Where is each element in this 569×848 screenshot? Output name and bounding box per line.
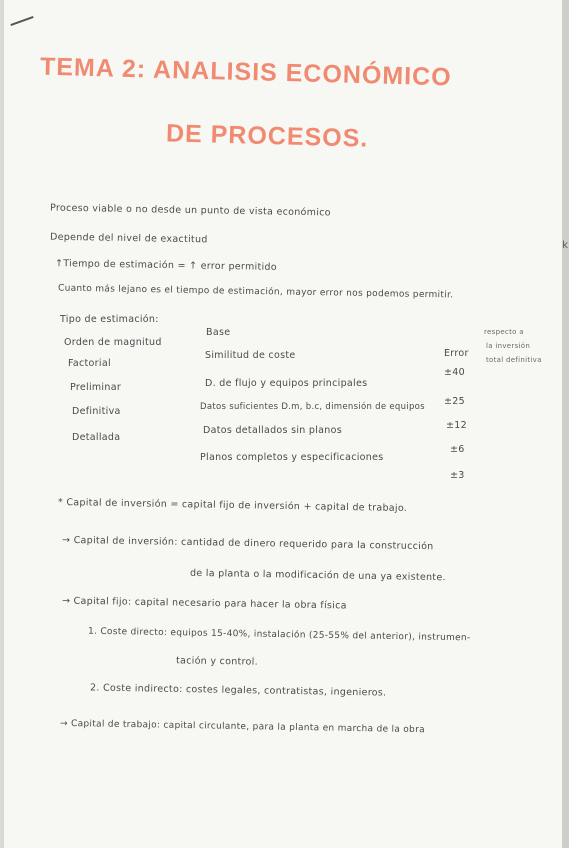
page-title-line2: DE PROCESOS. (165, 119, 369, 153)
capital-line: 1. Coste directo: equipos 15-40%, instalación (25-55% del anterior), instrumen- (87, 626, 471, 644)
table-row-type: Orden de magnitud (64, 337, 162, 348)
table-row-error: ±12 (446, 420, 467, 431)
table-label: Tipo de estimación: (60, 314, 159, 325)
page-edge (562, 0, 569, 848)
capital-line: de la planta o la modificación de una ya existente. (189, 567, 446, 584)
table-row-base: Datos suficientes D.m, b.c, dimensión de equipos (200, 402, 425, 412)
capital-line: * Capital de inversión = capital fijo de inversión + capital de trabajo. (57, 496, 408, 515)
table-row-type: Definitiva (72, 406, 121, 417)
table-row-error: ±6 (450, 444, 465, 455)
intro-line: Cuanto más lejano es el tiempo de estimación, mayor error nos podemos permitir. (57, 283, 454, 301)
table-row-base: Planos completos y especificaciones (200, 452, 384, 463)
table-row-error: ±3 (450, 470, 465, 481)
intro-line: Depende del nivel de exactitud (49, 231, 208, 246)
column-header-base: Base (206, 327, 231, 338)
intro-line: ↑Tiempo de estimación = ↑ error permitido (54, 258, 278, 273)
table-row-type: Preliminar (70, 382, 122, 393)
table-row-type: Factorial (68, 358, 111, 369)
table-row-error: ±25 (444, 396, 465, 407)
capital-line: tación y control. (175, 655, 259, 668)
capital-line: 2. Coste indirecto: costes legales, contratistas, ingenieros. (89, 682, 387, 699)
table-row-error: ±40 (444, 367, 465, 378)
page-title-line1: TEMA 2: ANALISIS ECONÓMICO (39, 52, 452, 92)
column-header-error: Error (444, 348, 469, 359)
error-note: total definitiva (486, 356, 542, 364)
error-note: respecto a (484, 328, 524, 336)
page-edge-letter: k (562, 240, 568, 251)
capital-line: → Capital de inversión: cantidad de dinero requerido para la construcción (61, 534, 434, 553)
capital-line: → Capital fijo: capital necesario para hacer la obra física (61, 595, 347, 612)
table-row-base: Similitud de coste (205, 350, 296, 361)
intro-line: Proceso viable o no desde un punto de vista económico (49, 202, 331, 219)
table-row-base: D. de flujo y equipos principales (205, 378, 368, 389)
table-row-type: Detallada (72, 432, 121, 443)
table-row-base: Datos detallados sin planos (203, 425, 342, 436)
capital-line: → Capital de trabajo: capital circulante, para la planta en marcha de la obra (59, 718, 426, 736)
error-note: la inversión (486, 342, 531, 350)
